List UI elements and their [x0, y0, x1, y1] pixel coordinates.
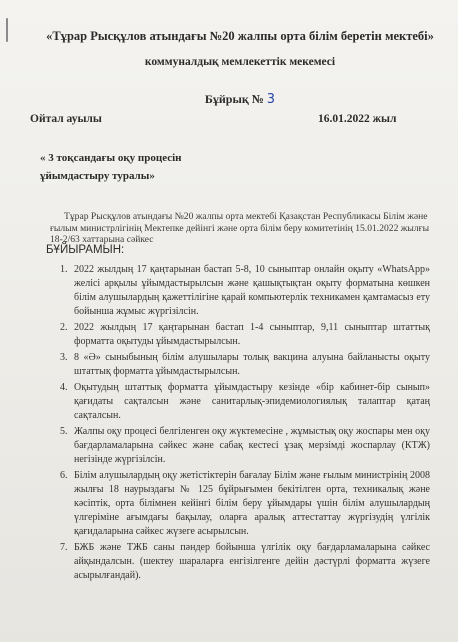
subject-line-2: ұйымдастыру туралы» [40, 170, 155, 182]
order-word: БҰЙЫРАМЫН: [46, 244, 125, 256]
intro-paragraph: Тұрар Рысқұлов атындағы №20 жалпы орта мектебі Қазақстан Республикасы Білім және ғылым министрлігінің Мектепке дейінгі және орта білім беру комитетінің 15.01.2022 жылғы 18-2/63 хаттарына сәйкес [50, 211, 430, 245]
item-text: Оқытудың штаттық форматта ұйымдастыру кезінде «бір кабинет-бір сынып» қағидаты сақталсын және санитарлық-эпидемиологиялық талаптар қатаң сақталсын. [74, 382, 430, 421]
punch-mark [6, 18, 8, 42]
order-number: 3 [266, 92, 276, 107]
item-text: Білім алушылардың оқу жетістіктерін бағалау Білім және ғылым министрінің 2008 жылғы 18 наурыздағы № 125 бұйрығымен бекітілген орта, техникалық және кәсіптік, орта білімнен кейінгі білім беру ұйымдары үшін білім алушылардың үлгеріміне ағымдағы бақылау, оларға аралық аттестаттау жүргізудің үлгілік қағидаларына сәйкес жүзеге асырылсын. [74, 470, 430, 537]
list-item [60, 425, 430, 467]
item-number: 6. [60, 470, 68, 481]
list-item [60, 321, 430, 349]
order-subject [40, 149, 300, 185]
order-place: Ойтал ауылы [30, 113, 102, 125]
item-text: БЖБ және ТЖБ саны пәндер бойынша үлгілік оқу бағдарламаларына сәйкес айқындалсын. (шектеу шараларға енгізілгенге дейін дәстүрлі форматта жүзеге асырылғандай). [74, 542, 430, 581]
item-text: 2022 жылдың 17 қаңтарынан бастап 5-8, 10 сыныптар онлайн оқыту «WhatsApp» желісі арқылы ұйымдастырылсын және қашықтықтан оқыту форматына көшкен білім алушылардың қажеттілігіне қарай компьютерлік техникамен қамтамасыз ету бойынша жұмыс жүргізілсін. [74, 264, 430, 317]
list-item [60, 381, 430, 423]
item-number: 4. [60, 382, 68, 393]
item-text: Жалпы оқу процесі белгіленген оқу жүктемесіне , жұмыстық оқу жоспары мен оқу бағдарламаларына сәйкес және сабақ кестесі ұзақ мерзімді жоспарлау (КТЖ) негізінде жүргізілсін. [74, 426, 430, 465]
order-title [30, 92, 450, 107]
item-number: 7. [60, 542, 68, 553]
order-items-list [60, 263, 430, 585]
subject-line-1: « 3 тоқсандағы оқу процесін [40, 152, 182, 164]
order-title-label: Бұйрық № [204, 92, 264, 106]
org-type: коммуналдық мемлекеттік мекемесі [144, 56, 336, 68]
list-item [60, 263, 430, 319]
item-number: 3. [60, 352, 68, 363]
item-number: 5. [60, 426, 68, 437]
item-number: 1. [60, 264, 68, 275]
school-name: «Тұрар Рысқұлов атындағы №20 жалпы орта білім беретін мектебі» [46, 29, 434, 43]
order-date: 16.01.2022 жыл [318, 113, 397, 125]
item-text: 8 «Ә» сыныбының білім алушылары толық вакцина алуына байланысты оқыту штаттық форматта ұйымдастырылсын. [74, 352, 430, 377]
item-number: 2. [60, 322, 68, 333]
list-item [60, 541, 430, 583]
item-text: 2022 жылдың 17 қаңтарынан бастап 1-4 сыныптар, 9,11 сыныптар штаттық форматта оқытуды ұйымдастырылсын. [74, 322, 430, 347]
list-item [60, 351, 430, 379]
list-item [60, 469, 430, 539]
